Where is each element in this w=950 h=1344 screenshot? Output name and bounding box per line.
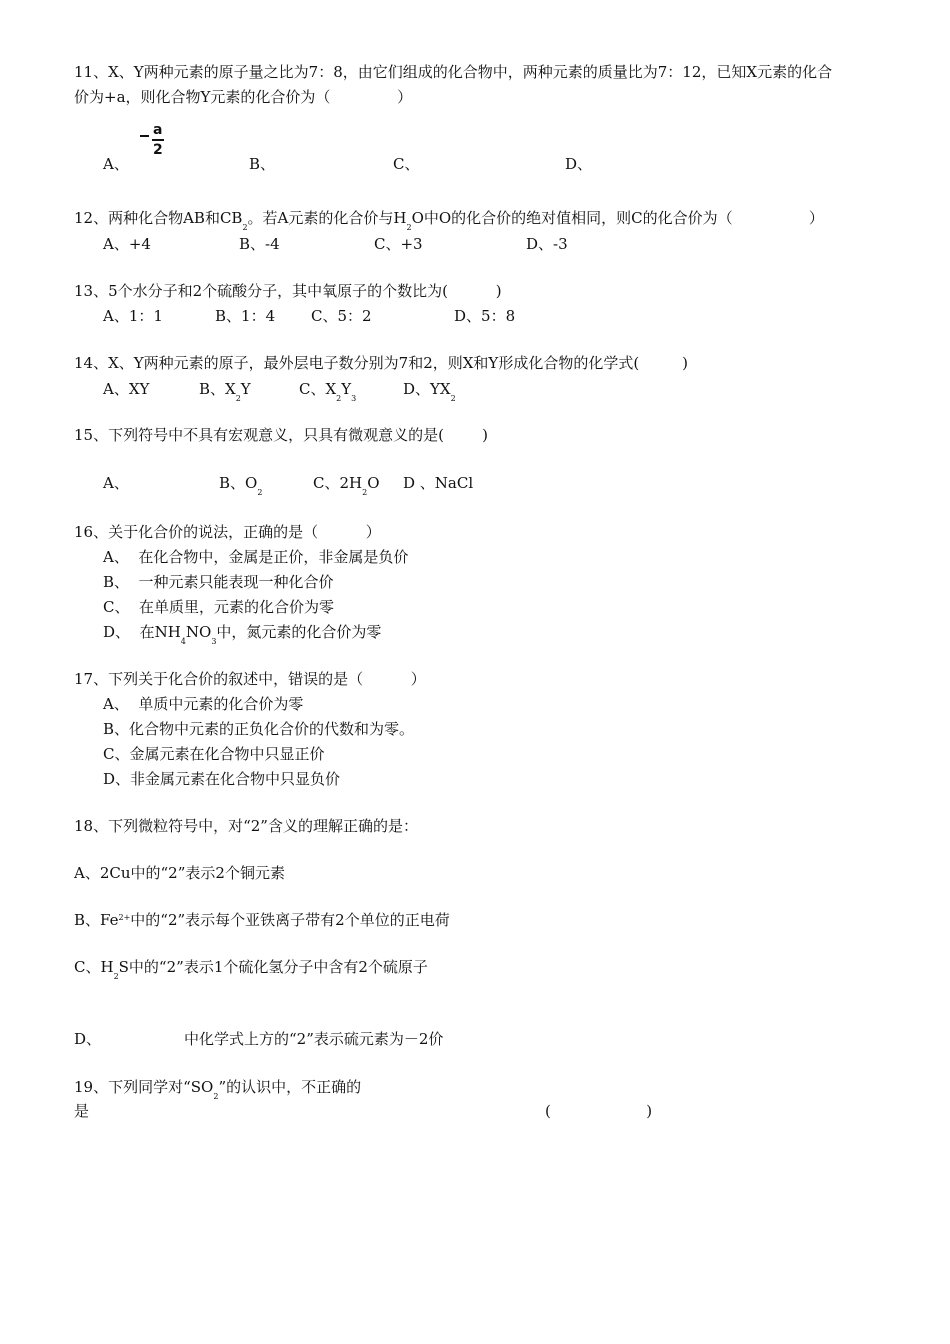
subscript: 3: [211, 637, 217, 646]
q17-option-c: C、金属元素在化合物中只显正价: [103, 745, 325, 763]
q18-stem: 18、下列微粒符号中，对“2”含义的理解正确的是：: [74, 817, 418, 835]
q14-option-c-part2: Y: [341, 380, 352, 398]
q18-option-c: [74, 958, 428, 981]
q13-option-a: A、1：1: [103, 307, 163, 325]
q18-option-c-part1: C、H: [74, 958, 114, 976]
q16-option-b: B、 一种元素只能表现一种化合价: [103, 573, 334, 591]
fraction-bar: [152, 139, 164, 141]
fraction-denominator: 2: [153, 142, 163, 158]
q12-option-b: B、-4: [239, 235, 280, 253]
q11-stem-line2: 价为+a，则化合物Y元素的化合价为（ ）: [74, 88, 413, 106]
q14-option-b: [199, 380, 251, 403]
minus-sign: [140, 135, 149, 137]
q14-option-b-part1: B、X: [199, 380, 236, 398]
q19-stem: [74, 1078, 362, 1101]
subscript: 2: [362, 488, 368, 497]
subscript: 2: [235, 394, 241, 403]
q17-option-d: D、非金属元素在化合物中只显负价: [103, 770, 341, 788]
q16-option-c: C、 在单质里，元素的化合价为零: [103, 598, 335, 616]
q15-stem: 15、下列符号中不具有宏观意义，只具有微观意义的是( ): [74, 426, 488, 444]
q15-option-c-part2: O: [367, 474, 380, 492]
q11-option-d: D、: [565, 155, 593, 173]
q15-option-b-part1: B、O: [219, 474, 258, 492]
q14-option-c: [299, 380, 357, 403]
q18-option-b-part1: B、Fe: [74, 911, 119, 929]
subscript: 2: [406, 223, 412, 232]
superscript: 2+: [118, 913, 131, 922]
q14-option-b-part2: Y: [240, 380, 251, 398]
subscript: 2: [336, 394, 342, 403]
q17-stem: 17、下列关于化合价的叙述中，错误的是（ ）: [74, 670, 426, 688]
q13-stem: 13、5个水分子和2个硫酸分子，其中氧原子的个数比为( ): [74, 282, 502, 300]
q11-option-a-fraction: [140, 123, 170, 165]
q18-option-c-part2: S中的“2”表示1个硫化氢分子中含有2个硫原子: [118, 958, 428, 976]
q12-option-a: A、+4: [103, 235, 151, 253]
q16-stem: 16、关于化合价的说法，正确的是（ ）: [74, 523, 381, 541]
q18-option-a: A、2Cu中的“2”表示2个铜元素: [74, 864, 285, 882]
q15-option-c: [313, 474, 380, 497]
q13-option-b: B、1：4: [215, 307, 276, 325]
q17-option-b: B、化合物中元素的正负化合价的代数和为零。: [103, 720, 415, 738]
q12-stem-part1: 12、两种化合物AB和CB: [74, 209, 243, 227]
q14-stem: 14、X、Y两种元素的原子，最外层电子数分别为7和2，则X和Y形成化合物的化学式( ): [74, 354, 688, 372]
q12-option-d: D、-3: [526, 235, 568, 253]
q15-option-d: D 、NaCl: [403, 474, 474, 492]
q18-option-b: [74, 911, 450, 929]
subscript: 2: [450, 394, 456, 403]
q19-stem-part2: ”的认识中，不正确的: [218, 1078, 362, 1096]
q16-option-d-part2: NO: [185, 623, 212, 641]
q17-option-a: A、 单质中元素的化合价为零: [103, 695, 304, 713]
q12-option-c: C、+3: [374, 235, 423, 253]
subscript: 3: [351, 394, 357, 403]
subscript: 2: [113, 972, 119, 981]
q19-stem-part1: 19、下列同学对“SO: [74, 1078, 214, 1096]
q12-stem-part3: O中O的化合价的绝对值相同，则C的化合价为（ ）: [411, 209, 824, 227]
subscript: 2: [213, 1092, 219, 1101]
q19-stem-line2: 是: [74, 1102, 90, 1120]
q12-stem: [74, 209, 824, 232]
subscript: 2: [242, 223, 248, 232]
q11-option-a: A、: [103, 155, 129, 173]
q13-option-d: D、5：8: [454, 307, 516, 325]
fraction-numerator: a: [153, 122, 163, 138]
q12-stem-part2: 。若A元素的化合价与H: [247, 209, 407, 227]
subscript: 2: [257, 488, 263, 497]
q11-stem-line1: 11、X、Y两种元素的原子量之比为7：8，由它们组成的化合物中，两种元素的质量比为7：12，已知X元素的化合: [74, 63, 833, 81]
q15-option-a: A、: [103, 474, 129, 492]
subscript: 4: [180, 637, 186, 646]
q16-option-d: [103, 623, 382, 646]
q16-option-a: A、 在化合物中，金属是正价，非金属是负价: [103, 548, 409, 566]
q18-option-d-text: 中化学式上方的“2”表示硫元素为－2价: [184, 1030, 444, 1048]
q11-option-b: B、: [249, 155, 276, 173]
q15-option-b: [219, 474, 263, 497]
q18-option-d-label: D、: [74, 1030, 102, 1048]
q11-option-c: C、: [393, 155, 420, 173]
q14-option-d: [403, 380, 456, 403]
q14-option-c-part1: C、X: [299, 380, 337, 398]
q13-option-c: C、5：2: [311, 307, 372, 325]
q19-answer-paren: ( ): [545, 1102, 653, 1120]
q16-option-d-part1: D、 在NH: [103, 623, 181, 641]
q15-option-c-part1: C、2H: [313, 474, 363, 492]
q18-option-b-part2: 中的“2”表示每个亚铁离子带有2个单位的正电荷: [130, 911, 450, 929]
q14-option-d-part1: D、YX: [403, 380, 451, 398]
q14-option-a: A、XY: [103, 380, 150, 398]
q16-option-d-part3: 中，氮元素的化合价为零: [216, 623, 382, 641]
